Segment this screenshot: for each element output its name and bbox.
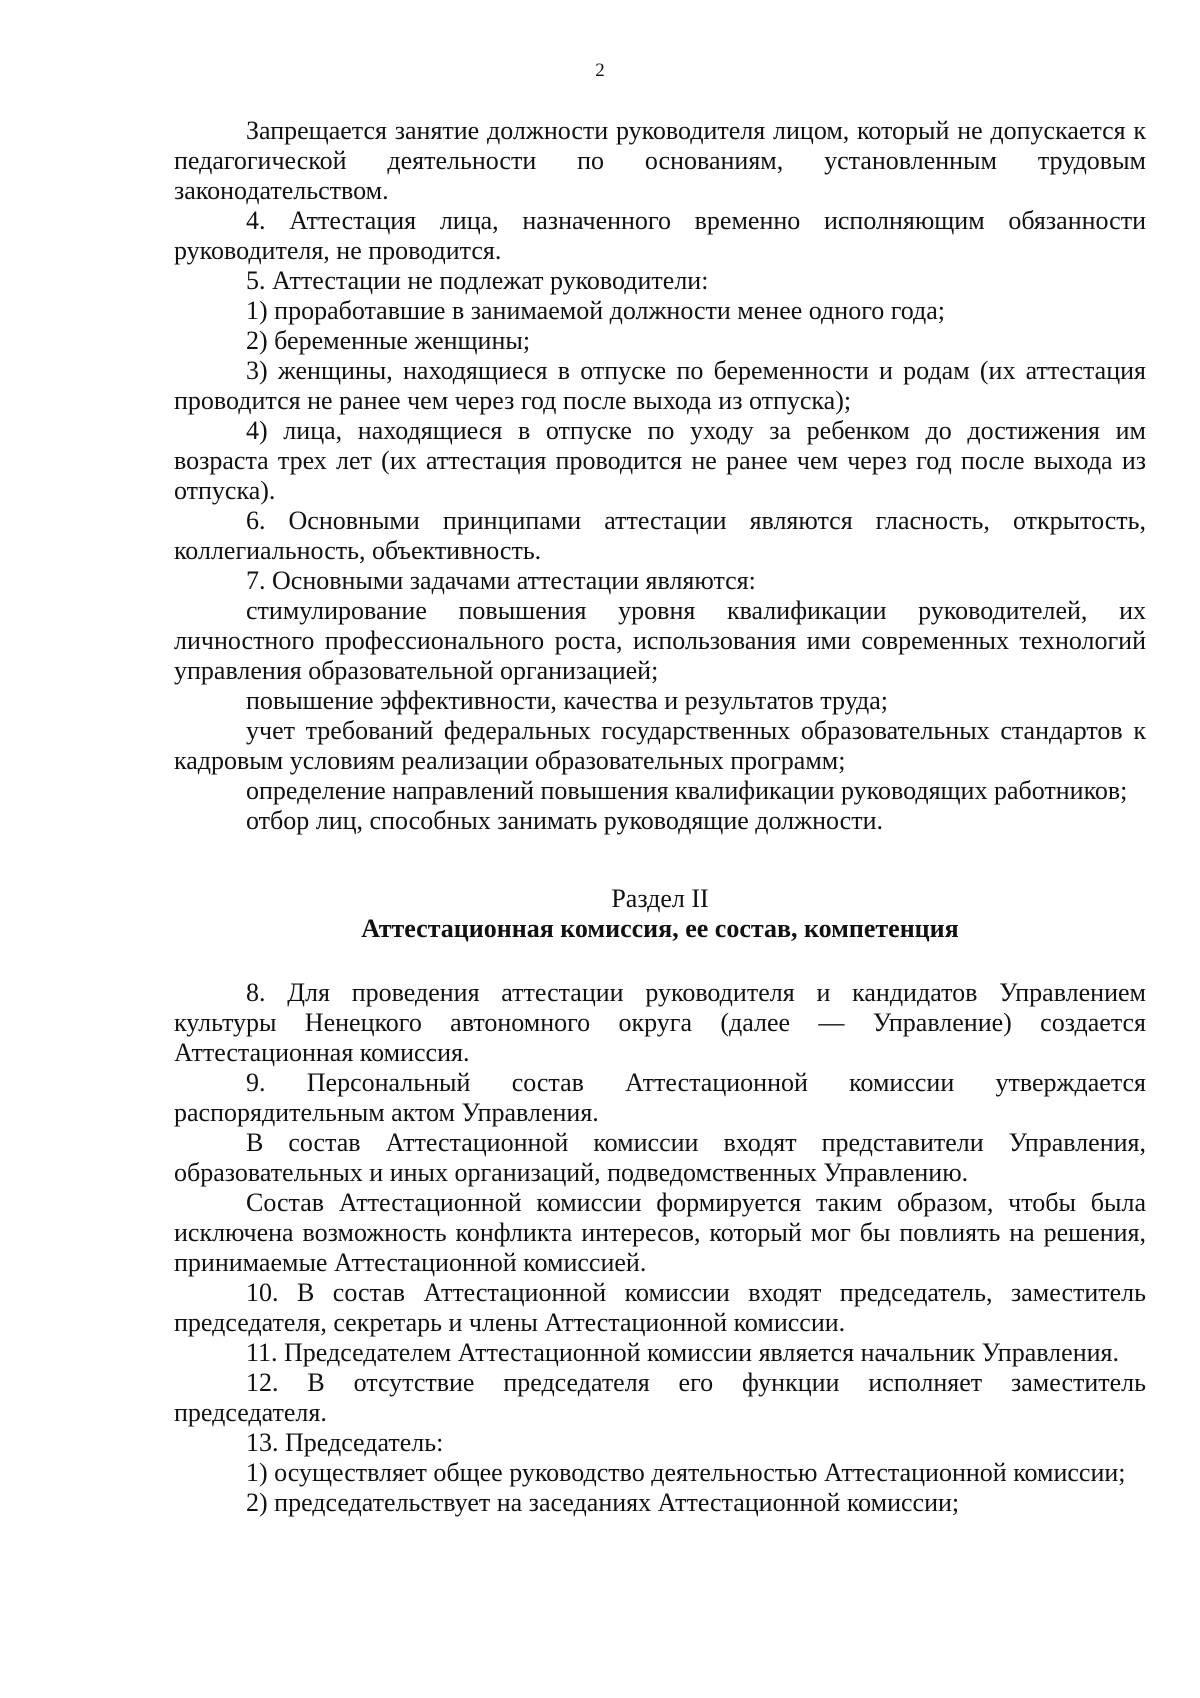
- paragraph-item-13: 13. Председатель:: [246, 1428, 444, 1457]
- page-number: 2: [595, 60, 605, 81]
- paragraph-item-5-1: 1) проработавшие в занимаемой должности менее одного года;: [246, 296, 945, 325]
- paragraph-ban-on-position: Запрещается занятие должности руководителя лицом, который не допускается к педагогической деятельности по основаниям, установленным трудовым законодательством.: [174, 116, 1146, 205]
- paragraph-item-7-task-4: определение направлений повышения квалификации руководящих работников;: [246, 776, 1128, 805]
- section-title: Аттестационная комиссия, ее состав, компетенция: [361, 914, 959, 943]
- paragraph-item-7: 7. Основными задачами аттестации являются:: [246, 566, 756, 595]
- paragraph-item-11: 11. Председателем Аттестационной комиссии является начальник Управления.: [246, 1338, 1119, 1367]
- paragraph-item-5-4: 4) лица, находящиеся в отпуске по уходу за ребенком до достижения им возраста трех лет (их аттестация проводится не ранее чем через год после выхода из отпуска).: [174, 416, 1146, 505]
- paragraph-item-7-task-3: учет требований федеральных государственных образовательных стандартов к кадровым условиям реализации образовательных программ;: [174, 716, 1146, 775]
- section-label: Раздел II: [611, 884, 709, 913]
- paragraph-item-10: 10. В состав Аттестационной комиссии входят председатель, заместитель председателя, секретарь и члены Аттестационной комиссии.: [174, 1278, 1146, 1337]
- paragraph-item-9: 9. Персональный состав Аттестационной комиссии утверждается распорядительным актом Управления.: [174, 1068, 1146, 1127]
- paragraph-item-5: 5. Аттестации не подлежат руководители:: [246, 266, 709, 295]
- paragraph-item-7-task-5: отбор лиц, способных занимать руководящие должности.: [246, 806, 883, 835]
- paragraph-item-13-1: 1) осуществляет общее руководство деятельностью Аттестационной комиссии;: [246, 1458, 1126, 1487]
- paragraph-item-8: 8. Для проведения аттестации руководителя и кандидатов Управлением культуры Ненецкого автономного округа (далее — Управление) создается Аттестационная комиссия.: [174, 978, 1146, 1067]
- paragraph-item-5-2: 2) беременные женщины;: [246, 326, 531, 355]
- paragraph-item-9-members: В состав Аттестационной комиссии входят представители Управления, образовательных и иных организаций, подведомственных Управлению.: [174, 1128, 1146, 1187]
- paragraph-item-13-2: 2) председательствует на заседаниях Аттестационной комиссии;: [246, 1488, 960, 1517]
- document-body: [174, 116, 1146, 1518]
- section-heading: [174, 884, 1146, 944]
- paragraph-item-7-task-2: повышение эффективности, качества и результатов труда;: [246, 686, 889, 715]
- paragraph-item-5-3: 3) женщины, находящиеся в отпуске по беременности и родам (их аттестация проводится не ранее чем через год после выхода из отпуска);: [174, 356, 1146, 415]
- paragraph-item-4: 4. Аттестация лица, назначенного временно исполняющим обязанности руководителя, не проводится.: [174, 206, 1146, 265]
- paragraph-item-7-task-1: стимулирование повышения уровня квалификации руководителей, их личностного профессионального роста, использования ими современных технологий управления образовательной организацией;: [174, 596, 1146, 685]
- paragraph-item-12: 12. В отсутствие председателя его функции исполняет заместитель председателя.: [174, 1368, 1146, 1427]
- paragraph-item-6: 6. Основными принципами аттестации являются гласность, открытость, коллегиальность, объективность.: [174, 506, 1146, 565]
- paragraph-item-9-composition: Состав Аттестационной комиссии формируется таким образом, чтобы была исключена возможность конфликта интересов, который мог бы повлиять на решения, принимаемые Аттестационной комиссией.: [174, 1188, 1146, 1277]
